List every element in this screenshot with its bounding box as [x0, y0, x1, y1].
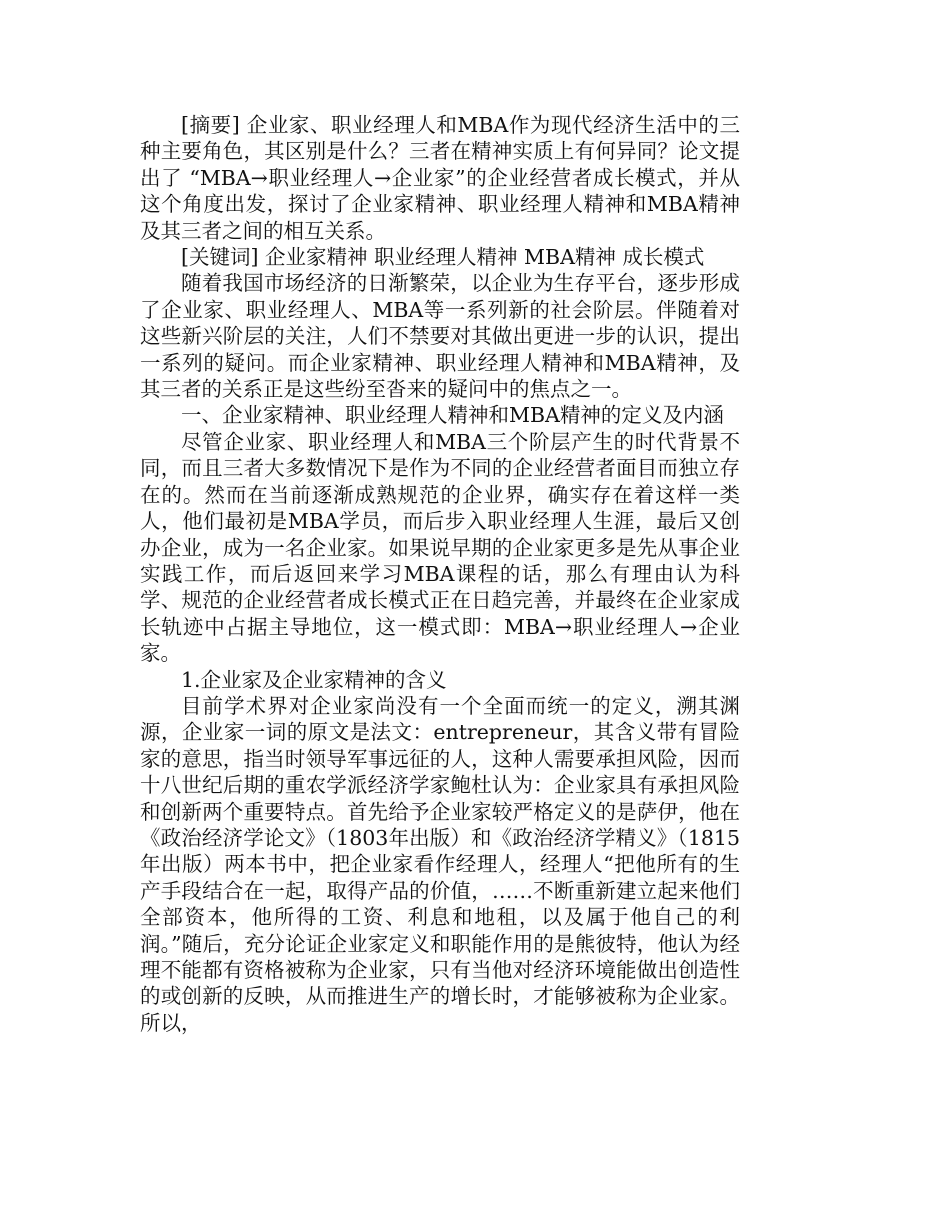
section-paragraph: 尽管企业家、职业经理人和MBA三个阶层产生的时代背景不同，而且三者大多数情况下是作为不同的企业经营者面目而独立存在的。然而在当前逐渐成熟规范的企业界，确实存在着这样一类人，他们最初是MBA学员，而后步入职业经理人生涯，最后又创办企业，成为一名企业家。如果说早期的企业家更多是先从事企业实践工作，而后返回来学习MBA课程的话，那么有理由认为科学、规范的企业经营者成长模式正在日趋完善，并最终在企业家成长轨迹中占据主导地位，这一模式即：MBA→职业经理人→企业家。	[140, 429, 740, 666]
subsection-paragraph: 目前学术界对企业家尚没有一个全面而统一的定义，溯其渊源，企业家一词的原文是法文：entrepreneur，其含义带有冒险家的意思，指当时领导军事远征的人，这种人需要承担风险，因而十八世纪后期的重农学派经济学家鲍杜认为：企业家具有承担风险和创新两个重要特点。首先给予企业家较严格定义的是萨伊，他在《政治经济学论文》（1803年出版）和《政治经济学精义》（1815年出版）两本书中，把企业家看作经理人，经理人“把他所有的生产手段结合在一起，取得产品的价值，……不断重新建立起来他们全部资本，他所得的工资、利息和地租，以及属于他自己的利润。”随后，充分论证企业家定义和职能作用的是熊彼特，他认为经理不能都有资格被称为企业家，只有当他对经济环境能做出创造性的或创新的反映，从而推进生产的增长时，才能够被称为企业家。所以，	[140, 693, 740, 1035]
abstract-paragraph: [摘要] 企业家、职业经理人和MBA作为现代经济生活中的三种主要角色，其区别是什么？三者在精神实质上有何异同？论文提出了 “MBA→职业经理人→企业家”的企业经营者成长模式，并从这个角度出发，探讨了企业家精神、职业经理人精神和MBA精神及其三者之间的相互关系。	[140, 113, 740, 243]
subsection-heading: 1.企业家及企业家精神的含义	[181, 667, 447, 692]
section-heading: 一、企业家精神、职业经理人精神和MBA精神的定义及内涵	[181, 403, 724, 428]
document-page	[140, 112, 740, 1036]
intro-paragraph: 随着我国市场经济的日渐繁荣，以企业为生存平台，逐步形成了企业家、职业经理人、MBA等一系列新的社会阶层。伴随着对这些新兴阶层的关注，人们不禁要对其做出更进一步的认识，提出一系列的疑问。而企业家精神、职业经理人精神和MBA精神，及其三者的关系正是这些纷至沓来的疑问中的焦点之一。	[140, 271, 740, 402]
keywords-paragraph: [关键词] 企业家精神 职业经理人精神 MBA精神 成长模式	[181, 245, 705, 270]
